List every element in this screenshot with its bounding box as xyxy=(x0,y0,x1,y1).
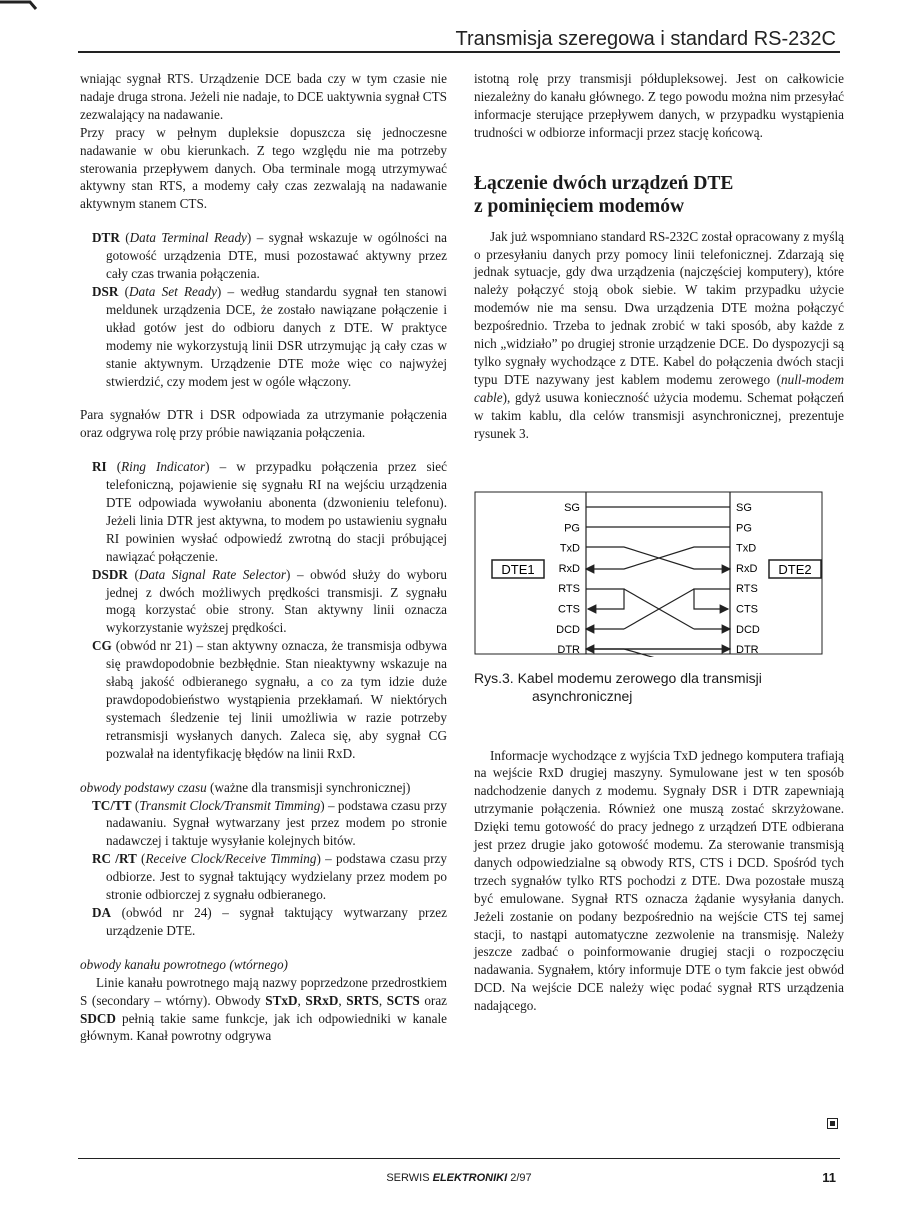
definition-ri: RI (Ring Indicator) – w przypadku połączenia przez sieć telefoniczną, pojawienie się sygnału RI na wejściu urządzenia DTE odpowiada wywołaniu abonenta (dzwonieniu telefonu). Jeżeli linia DTR jest aktywna, to modem po ustawieniu sygnału RI powinien wysłać odpowiedź zwrotną do stacji próbującej nawiązać połączenie. xyxy=(92,459,447,564)
signal-label-left: DCD xyxy=(556,623,580,636)
footer: SERWIS ELEKTRONIKI 2/97 xyxy=(386,1172,532,1184)
definition-dtr: DTR (Data Terminal Ready) – sygnał wskazuje w ogólności na gotowość urządzenia DTE, musi pozostawać aktywny przez cały czas trwania połączenia. xyxy=(92,230,447,282)
signal-label-right: DCD xyxy=(736,623,760,636)
signal-label-left: RxD xyxy=(558,562,580,575)
definition-da: DA (obwód nr 24) – sygnał taktujący wytwarzany przez urządzenie DTE. xyxy=(92,904,447,938)
header-rule xyxy=(78,51,840,53)
signal-label-right: RxD xyxy=(736,562,758,575)
signal-label-left: DTR xyxy=(557,643,580,656)
paragraph: Para sygnałów DTR i DSR odpowiada za utrzymanie połączenia oraz odgrywa rolę przy próbie nawiązania połączenia. xyxy=(80,407,447,441)
signal-label-left: SG xyxy=(564,501,580,514)
definition-tctt: TC/TT (Transmit Clock/Transmit Timming) – podstawa czasu przy nadawaniu. Sygnał wytwarzany jest przez modem po stronie nadawczej i taktuje wysyłanie kolejnych bitów. xyxy=(92,797,448,849)
definition-dsdr: DSDR (Data Signal Rate Selector) – obwód służy do wyboru jednej z dwóch możliwych prędkości transmisji. Z sygnału mogą korzystać obie strony. Stan aktywny linii oznacza wykorzystanie wyższej prędkości. xyxy=(92,566,447,636)
dte1-label: DTE1 xyxy=(501,561,535,577)
paragraph: Jak już wspomniano standard RS-232C został opracowany z myślą o przesyłaniu danych przy pomocy linii telefonicznej. Zdarzają się jednak sytuacje, gdy dwa urządzenia (najczęściej komputery), które należy połączyć stoją obok siebie. W takim przypadku użycie modemów nie ma sensu. Dwa urządzenia DTE można połączyć bezpośrednio. Trzeba to jednak zrobić w taki sposób, aby każde z nich „widziało” po drugiej stronie urządzenie DCE. Do dyspozycji są tylko sygnały wychodzące z DTE. Kabel do połączenia dwóch stacji typu DTE nazywany jest kablem modemu zerowego (null-modem cable), gdyż usuwa konieczność użycia modemu. Schemat połączeń w takim kablu, dla celów transmisji asynchronicznej, prezentuje rysunek 3. xyxy=(474,228,844,441)
signal-label-right: DTR xyxy=(736,643,759,656)
corner-mark xyxy=(0,0,40,12)
paragraph: istotną rolę przy transmisji półdupleksowej. Jest on całkowicie niezależny do kanału głównego. Z tego powodu można nim przesyłać informacje sterujące przepływem danych, w przypadku wystąpienia trudności w odbiorze informacji przez stację końcową. xyxy=(474,71,844,140)
paragraph: Przy pracy w pełnym dupleksie dopuszcza się jednoczesne nadawanie w obu kierunkach. Z tego względu nie ma potrzeby sterowania przepływem danych. Oba terminale mogą utrzymywać aktywny stan RTS, a modemy cały czas zezwalają na nadawanie aktywnym stanem CTS. xyxy=(80,124,447,212)
left-column xyxy=(80,70,447,1045)
end-of-article-icon xyxy=(827,1118,838,1129)
signal-label-right: RTS xyxy=(736,582,758,595)
signal-label-right: PG xyxy=(736,521,752,534)
figure-caption: Rys.3. Kabel modemu zerowego dla transmisji asynchronicznej xyxy=(474,669,762,704)
null-modem-diagram xyxy=(474,457,844,657)
footer-rule xyxy=(78,1158,840,1159)
signal-label-left: CTS xyxy=(558,603,580,615)
signal-label-left: TxD xyxy=(559,542,580,555)
page-number: 11 xyxy=(822,1170,836,1185)
definition-rcrt: RC /RT (Receive Clock/Receive Timming) – podstawa czasu przy odbiorze. Jest to sygnał taktujący wydzielany przez modem po stronie odbiorczej z sygnału odbieranego. xyxy=(92,851,447,903)
definition-cg: CG (obwód nr 21) – stan aktywny oznacza, że transmisja odbywa się prawdopodobnie bezbłędnie. Stan nieaktywny wskazuje na słabą jakość odbieranego sygnału, a co za tym idzie duże prawdopodobieństwo wystąpienia przekłamań. W niektórych systemach śledzenie tej linii umożliwia w razie potrzeby retransmisji wysłanych danych. Zaleca się, aby sygnał CG pozwalał na identyfikację błędów na linii RxD. xyxy=(92,638,447,761)
paragraph: Linie kanału powrotnego mają nazwy poprzedzone przedrostkiem S (secondary – wtórny). Obwody STxD, SRxD, SRTS, SCTS oraz SDCD pełnią takie same funkcje, jak ich odpowiedniki w kanale głównym. Kanał powrotny odgrywa xyxy=(80,974,448,1044)
signal-label-left: PG xyxy=(564,521,580,534)
signal-label-right: SG xyxy=(736,501,752,514)
signal-label-right: CTS xyxy=(736,603,758,615)
subheading-secondary: obwody kanału powrotnego (wtórnego) xyxy=(80,956,288,972)
running-header: Transmisja szeregowa i standard RS-232C xyxy=(455,28,836,50)
paragraph: wniając sygnał RTS. Urządzenie DCE bada czy w tym czasie nie nadaje druga strona. Jeżeli nie nadaje, to DCE uaktywnia sygnał CTS zezwalający na nadawanie. xyxy=(80,71,447,122)
signal-label-left: RTS xyxy=(558,582,580,595)
right-column xyxy=(474,70,844,1015)
section-heading: Łączenie dwóch urządzeń DTE z pominięciem modemów xyxy=(474,172,734,217)
signal-label-right: TxD xyxy=(736,542,757,555)
paragraph: Informacje wychodzące z wyjścia TxD jednego komputera trafiają na wejście RxD drugiej maszyny. Symulowane jest w ten sposób nadchodzenie danych z modemu. Sygnały DSR i DTR zapewniają utrzymanie połączenia. Również one muszą zostać skrzyżowane. Dzięki temu gotowość do pracy jednego z urządzeń DTE odbierana jest przez drugie jako gotowość modemu. Za sterowanie transmisją danych odpowiedzialne są obwody RTS, CTS i DCD. Spośród tych trzech sygnałów tylko RTS pochodzi z DTE. Dwa pozostałe muszą być emulowane. Sygnał RTS oznacza żądanie wysyłania danych. Jeżeli zostanie on podany bezpośrednio na wejście CTS tej samej stacji, to nastąpi automatyczne zezwolenie na transmisję. Należy jeszcze zadbać o poinformowanie drugiej stacji o rozpoczęciu nadawania. Sygnałem, który informuje DTE o tym fakcie jest obwód DCD. Na wejście DCE należy więc podać sygnał RTS urządzenia nadającego. xyxy=(474,747,844,1014)
definition-dsr: DSR (Data Set Ready) – według standardu sygnał ten stanowi meldunek urządzenia DCE, że zostało nawiązane połączenie i układ gotów jest do odbioru danych z DTE. W praktyce modemy nie wykorzystują linii DSR utrzymując ją cały czas w stanie aktywnym. Urządzenie DTE może więc co najwyżej stwierdzić, czy modem jest w ogóle włączony. xyxy=(92,283,447,389)
subheading-timing: obwody podstawy czasu (ważne dla transmisji synchronicznej) xyxy=(80,779,411,795)
dte2-label: DTE2 xyxy=(778,561,812,577)
